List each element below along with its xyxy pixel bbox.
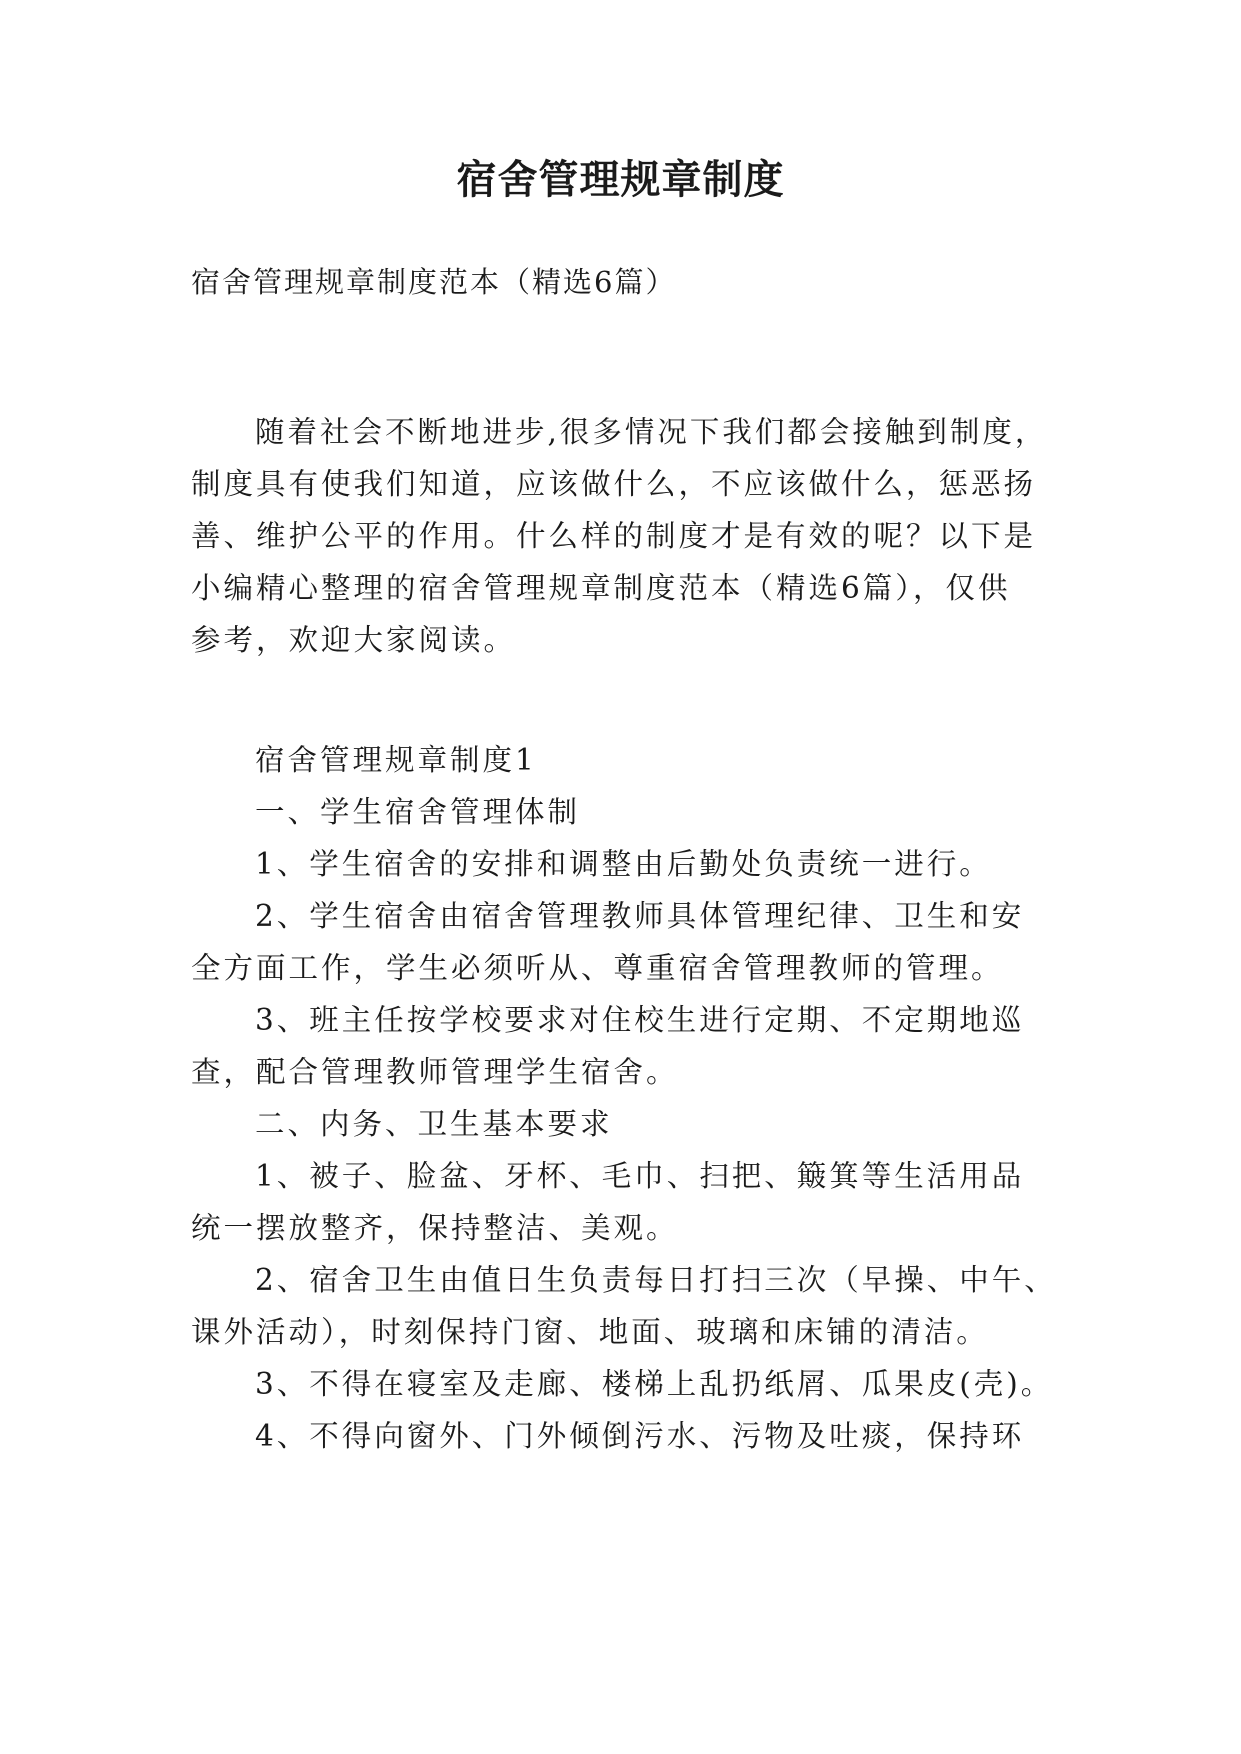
body-line: 课外活动），时刻保持门窗、地面、玻璃和床铺的清洁。 — [191, 1315, 989, 1349]
body-line: 3、不得在寝室及走廊、楼梯上乱扔纸屑、瓜果皮(壳)。 — [255, 1367, 1054, 1401]
document-title: 宿舍管理规章制度 — [456, 157, 785, 203]
body-line: 1、被子、脸盆、牙杯、毛巾、扫把、簸箕等生活用品 — [255, 1159, 1025, 1193]
intro-line: 小编精心整理的宿舍管理规章制度范本（精选6篇），仅供 — [191, 571, 1011, 605]
body-line: 查，配合管理教师管理学生宿舍。 — [191, 1055, 679, 1089]
body-line: 2、宿舍卫生由值日生负责每日打扫三次（早操、中午、 — [255, 1263, 1057, 1297]
intro-line: 善、维护公平的作用。什么样的制度才是有效的呢？以下是 — [191, 519, 1037, 553]
document-body — [191, 406, 1057, 1462]
paragraph-gap — [191, 666, 1053, 734]
body-line: 统一摆放整齐，保持整洁、美观。 — [191, 1211, 679, 1245]
intro-line: 制度具有使我们知道，应该做什么，不应该做什么，惩恶扬 — [191, 467, 1037, 501]
body-line: 4、不得向窗外、门外倾倒污水、污物及吐痰，保持环 — [255, 1419, 1025, 1453]
subsection-heading: 一、学生宿舍管理体制 — [255, 795, 581, 829]
intro-line: 参考，欢迎大家阅读。 — [191, 623, 517, 657]
body-line: 2、学生宿舍由宿舍管理教师具体管理纪律、卫生和安 — [255, 899, 1025, 933]
body-line: 1、学生宿舍的安排和调整由后勤处负责统一进行。 — [255, 847, 992, 881]
subsection-heading: 二、内务、卫生基本要求 — [255, 1107, 613, 1141]
section-heading: 宿舍管理规章制度1 — [255, 743, 537, 777]
body-line: 全方面工作，学生必须听从、尊重宿舍管理教师的管理。 — [191, 951, 1004, 985]
body-line: 3、班主任按学校要求对住校生进行定期、不定期地巡 — [255, 1003, 1025, 1037]
document-subtitle: 宿舍管理规章制度范本（精选6篇） — [191, 265, 677, 299]
intro-line: 随着社会不断地进步,很多情况下我们都会接触到制度， — [255, 415, 1048, 449]
